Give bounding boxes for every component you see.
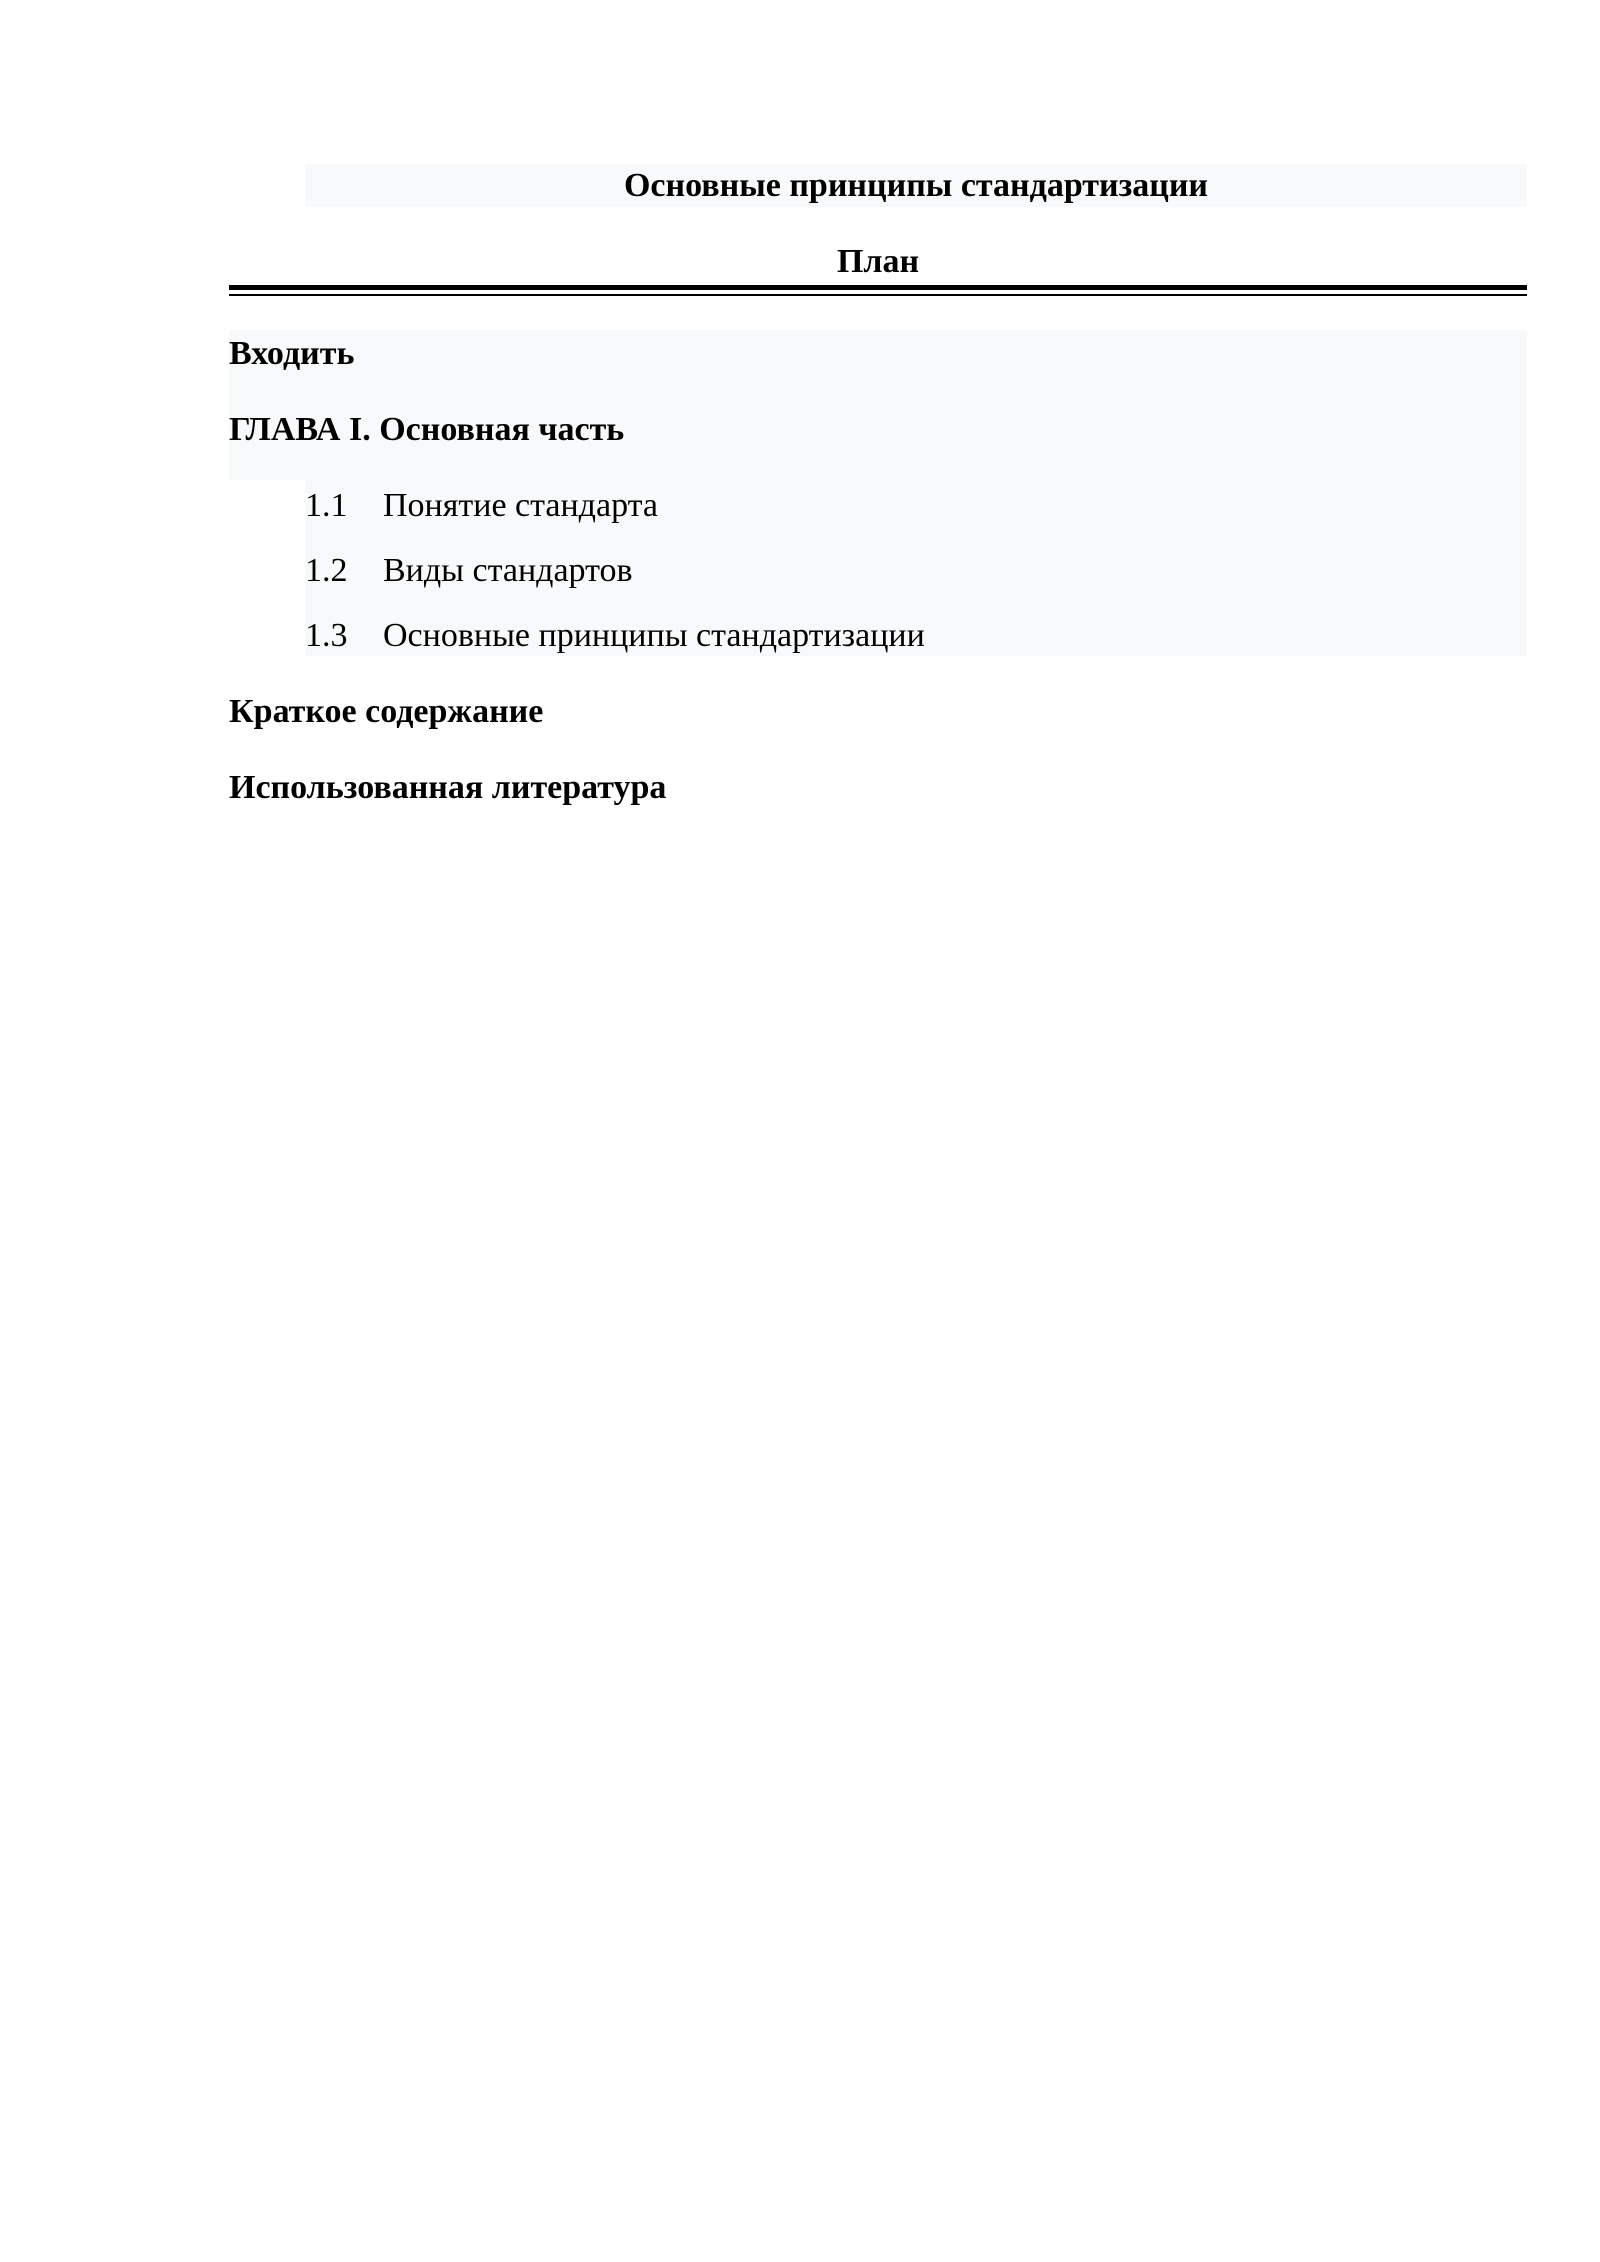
- toc-item-references: Использованная литература: [229, 769, 667, 806]
- toc-item-section-1-1: [305, 482, 658, 530]
- section-title: Основные принципы стандартизации: [383, 617, 925, 654]
- section-title: Понятие стандарта: [383, 487, 658, 524]
- plan-heading: План: [836, 243, 920, 280]
- toc-item-section-1-2: [305, 547, 633, 595]
- toc-highlight-upper: [229, 330, 1527, 480]
- section-number: 1.1: [305, 487, 348, 524]
- document-title: Основные принципы стандартизации: [623, 167, 1209, 204]
- toc-item-introduction: Входить: [229, 335, 355, 372]
- section-number: 1.3: [305, 617, 348, 654]
- toc-item-section-1-3: [305, 612, 925, 660]
- section-number: 1.2: [305, 552, 348, 589]
- section-title: Виды стандартов: [383, 552, 633, 589]
- heading-rule-thick: [229, 285, 1527, 290]
- toc-item-chapter-1: ГЛАВА I. Основная часть: [229, 411, 625, 448]
- toc-item-summary: Краткое содержание: [229, 693, 544, 730]
- heading-rule-thin: [229, 294, 1527, 296]
